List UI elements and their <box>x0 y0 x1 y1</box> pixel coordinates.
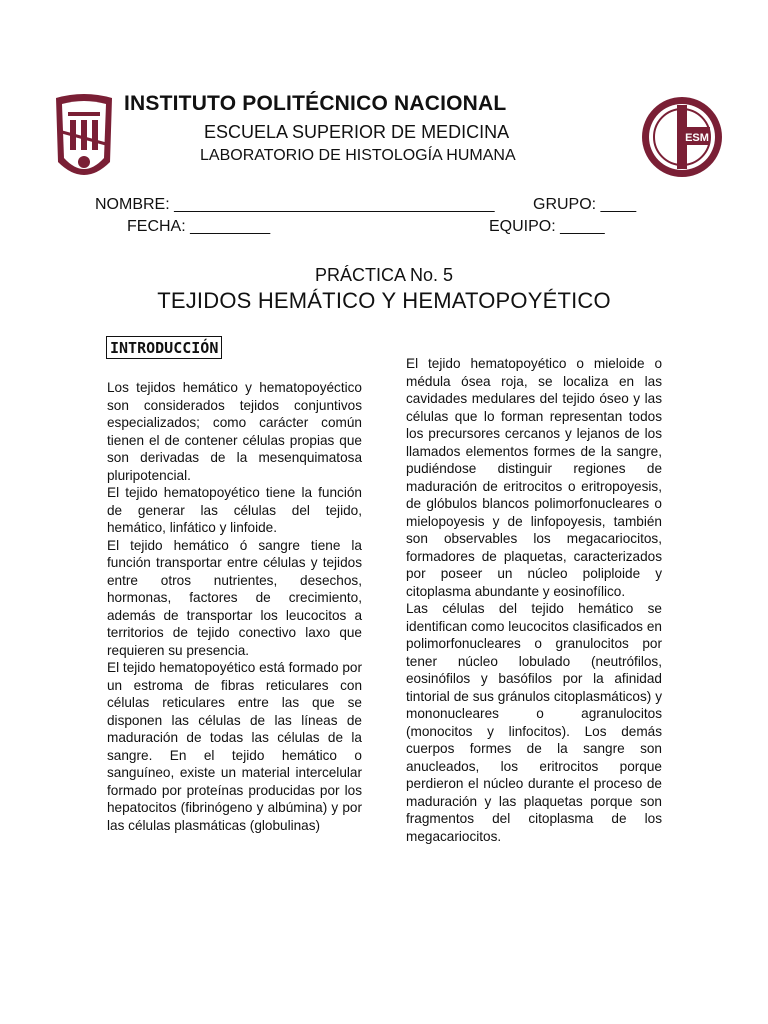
nombre-field[interactable]: NOMBRE: ____________________________________ <box>95 196 495 213</box>
school-name: ESCUELA SUPERIOR DE MEDICINA <box>204 122 510 142</box>
right-column <box>406 355 662 845</box>
fecha-field[interactable]: FECHA: _________ <box>127 218 271 235</box>
intro-paragraph: Las células del tejido hemático se identifican como leucocitos clasificados en polimorfonucleares o granulocitos por tener núcleo lobulado (neutrófilos, eosinófilos y basófilos por la afinidad tintorial de sus gránulos citoplasmáticos) y mononucleares o agranulocitos (monocitos y linfocitos). Los demás cuerpos formes de la sangre son anucleados, los eritrocitos porque perdieron el núcleo durante el proceso de maduración y las plaquetas porque son fragmentos del citoplasma de los megacariocitos. <box>406 601 662 844</box>
grupo-field[interactable]: GRUPO: ____ <box>533 196 637 213</box>
intro-paragraph: El tejido hematopoyético tiene la función de generar las células del tejido, hemático, linfático y linfoide. <box>107 485 362 535</box>
svg-text:ESM: ESM <box>685 132 709 144</box>
practice-title: TEJIDOS HEMÁTICO Y HEMATOPOYÉTICO <box>157 288 611 313</box>
left-column <box>107 379 362 834</box>
institution-title: INSTITUTO POLITÉCNICO NACIONAL <box>124 92 507 115</box>
laboratory-name: LABORATORIO DE HISTOLOGÍA HUMANA <box>200 147 516 164</box>
esm-logo <box>640 95 724 179</box>
practice-number: PRÁCTICA No. 5 <box>314 265 454 285</box>
intro-paragraph: El tejido hematopoyético o mieloide o médula ósea roja, se localiza en las cavidades medulares del tejido óseo y las células que lo forman representan todos los precursores cercanos y lejanos de los llamados elementos formes de la sangre, pudiéndose distinguir regiones de maduración de eritrocitos o eritropoyesis, de glóbulos blancos polimorfonucleares o mielopoyesis y de linfopoyesis, también son observables los megacariocitos, formadores de plaquetas, caracterizados por poseer un núcleo poliploide y citoplasma abundante y eosinofílico. <box>406 356 662 599</box>
ipn-logo <box>52 92 116 188</box>
intro-paragraph: Los tejidos hemático y hematopoyéctico son considerados tejidos conjuntivos especializados; como carácter común tienen el de contener células propias que son derivadas de la mesenquimatosa pluripotencial. <box>107 380 362 483</box>
intro-paragraph: El tejido hematopoyético está formado por un estroma de fibras reticulares con células reticulares entre las que se disponen las células de las líneas de maduración de todas las células de la sangre. En el tejido hemático o sanguíneo, existe un material intercelular formado por proteínas producidas por los hepatocitos (fibrinógeno y albúmina) y por las células plasmáticas (globulinas) <box>107 660 362 833</box>
equipo-field[interactable]: EQUIPO: _____ <box>489 218 605 235</box>
intro-paragraph: El tejido hemático ó sangre tiene la función transportar entre células y tejidos entre otros nutrientes, desechos, hormonas, factores de crecimiento, además de transportar los leucocitos a territorios de tejido conectivo laxo que requieren su presencia. <box>107 537 362 658</box>
intro-heading: INTRODUCCIÓN <box>106 336 222 359</box>
